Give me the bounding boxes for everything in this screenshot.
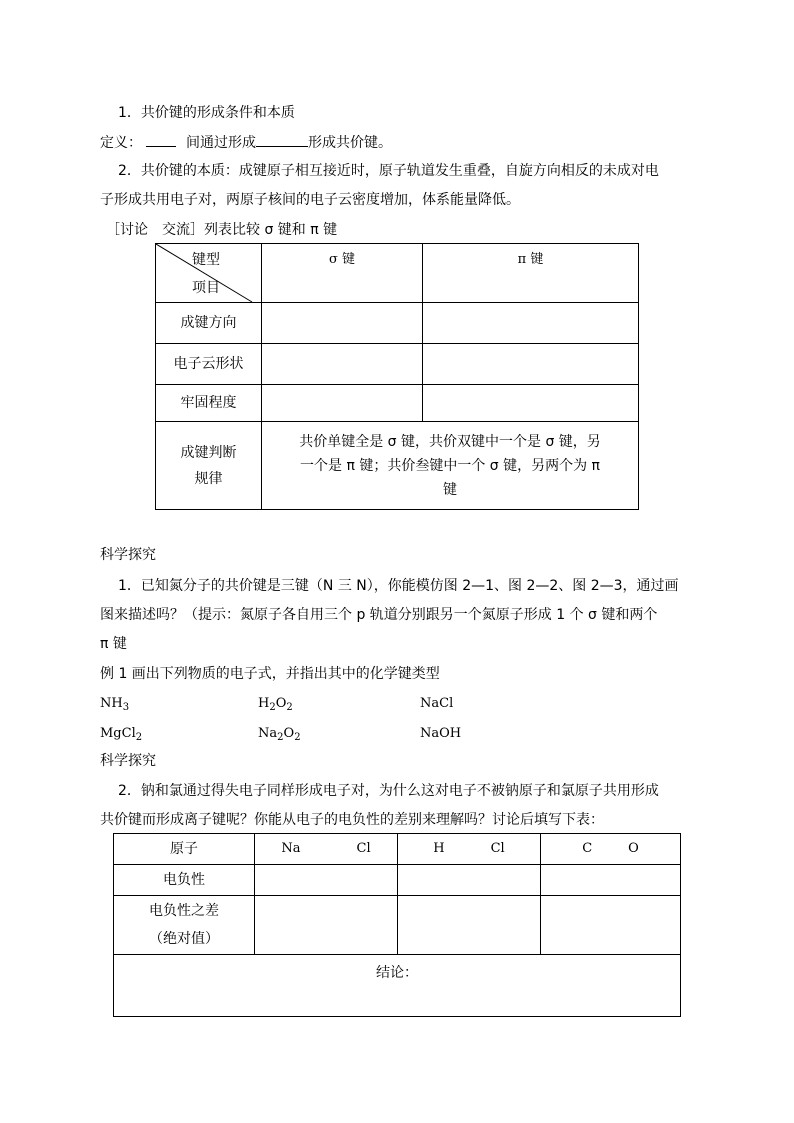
header-pi: π 键 <box>423 244 639 303</box>
conclusion-label: 结论： <box>376 965 418 981</box>
subscript: 2 <box>294 732 301 743</box>
rule-label-line-1: 成键判断 <box>180 444 237 461</box>
atom-h: H <box>433 841 445 856</box>
atom-cl: Cl <box>356 841 371 856</box>
science-1-line-3: π 键 <box>100 636 127 652</box>
formula-text: O <box>275 696 287 711</box>
subscript: 2 <box>277 732 284 743</box>
formula-na2o2 <box>258 724 301 748</box>
header-sigma: σ 键 <box>262 244 423 303</box>
science-1-line-2: 图来描述吗？（提示：氮原子各自用三个 p 轨道分别跟另一个氮原子形成 1 个 σ 键和两个 <box>100 607 658 623</box>
definition-label: 定义： <box>100 135 142 151</box>
rule-label <box>156 422 262 510</box>
discussion-title: ［讨论 交流］列表比较 σ 键和 π 键 <box>106 222 338 238</box>
definition-end: 形成共价键。 <box>308 135 392 151</box>
atom-cl: Cl <box>490 841 505 856</box>
example-title: 例 1 画出下列物质的电子式，并指出其中的化学键类型 <box>100 666 440 682</box>
header-type: 键型 <box>192 252 220 268</box>
subscript: 3 <box>122 702 130 713</box>
science-title-1: 科学探究 <box>100 547 156 563</box>
row-difference <box>114 896 255 955</box>
science-title-2: 科学探究 <box>100 753 156 769</box>
formula-text: Na <box>258 726 278 741</box>
formula-text: NH <box>100 696 123 711</box>
table-cell[interactable] <box>423 344 639 385</box>
subscript: 2 <box>135 732 143 743</box>
table-cell[interactable] <box>262 303 423 344</box>
formula-text: MgCl <box>100 726 136 741</box>
row-electronegativity: 电负性 <box>114 865 255 896</box>
definition-middle: 间通过形成 <box>186 135 256 151</box>
table-cell[interactable] <box>423 385 639 422</box>
pair-c-o <box>541 834 681 865</box>
table-cell[interactable] <box>255 896 398 955</box>
subscript: 2 <box>269 702 276 713</box>
rule-text-line-1: 共价单键全是 σ 键，共价双键中一个是 σ 键，另 <box>299 433 601 450</box>
rule-text <box>262 422 639 510</box>
formula-text: O <box>283 726 295 741</box>
blank-2[interactable] <box>256 132 308 147</box>
paragraph-2-line-2: 子形成共用电子对，两原子核间的电子云密度增加，体系能量降低。 <box>100 192 520 208</box>
header-item: 项目 <box>192 280 220 296</box>
row-difference-line-2: （绝对值） <box>149 931 219 947</box>
electronegativity-table <box>113 833 681 1017</box>
section-title: 1．共价键的形成条件和本质 <box>118 105 295 121</box>
blank-1[interactable] <box>146 132 176 147</box>
table-cell[interactable] <box>398 896 541 955</box>
table-cell[interactable] <box>262 344 423 385</box>
science-2-line-1: 2．钠和氯通过得失电子同样形成电子对，为什么这对电子不被钠原子和氯原子共用形成 <box>118 783 659 799</box>
sigma-pi-table <box>155 243 639 510</box>
diagonal-header-cell <box>156 244 262 303</box>
table-cell[interactable] <box>262 385 423 422</box>
formula-h2o2 <box>258 694 293 718</box>
atom-c: C <box>582 841 593 856</box>
rule-text-line-2: 一个是 π 键；共价叁键中一个 σ 键，另两个为 π <box>300 457 600 474</box>
formula-naoh: NaOH <box>420 726 462 741</box>
formula-nh3 <box>100 694 129 718</box>
pair-na-cl <box>255 834 398 865</box>
row-difference-line-1: 电负性之差 <box>149 903 219 919</box>
science-1-line-1: 1．已知氮分子的共价键是三键（N 三 N），你能模仿图 2—1、图 2—2、图 2—3，通过画 <box>118 578 679 594</box>
formula-mgcl2 <box>100 724 142 748</box>
row-label: 电子云形状 <box>156 344 262 385</box>
science-2-line-2: 共价键而形成离子键呢？你能从电子的电负性的差别来理解吗？讨论后填写下表： <box>100 812 604 828</box>
atom-na: Na <box>281 841 301 856</box>
paragraph-2-line-1: 2．共价键的本质：成键原子相互接近时，原子轨道发生重叠，自旋方向相反的未成对电 <box>118 163 659 179</box>
formula-nacl: NaCl <box>420 696 454 711</box>
header-atom: 原子 <box>114 834 255 865</box>
row-label: 成键方向 <box>156 303 262 344</box>
row-label: 牢固程度 <box>156 385 262 422</box>
pair-h-cl <box>398 834 541 865</box>
atom-o: O <box>628 841 639 856</box>
conclusion-cell[interactable] <box>114 955 681 1017</box>
formula-text: H <box>258 696 270 711</box>
table-cell[interactable] <box>541 865 681 896</box>
rule-text-line-3: 键 <box>443 481 457 498</box>
table-cell[interactable] <box>255 865 398 896</box>
rule-label-line-2: 规律 <box>194 470 223 487</box>
subscript: 2 <box>286 702 293 713</box>
table-cell[interactable] <box>541 896 681 955</box>
table-cell[interactable] <box>423 303 639 344</box>
definition-line <box>100 132 392 153</box>
table-cell[interactable] <box>398 865 541 896</box>
